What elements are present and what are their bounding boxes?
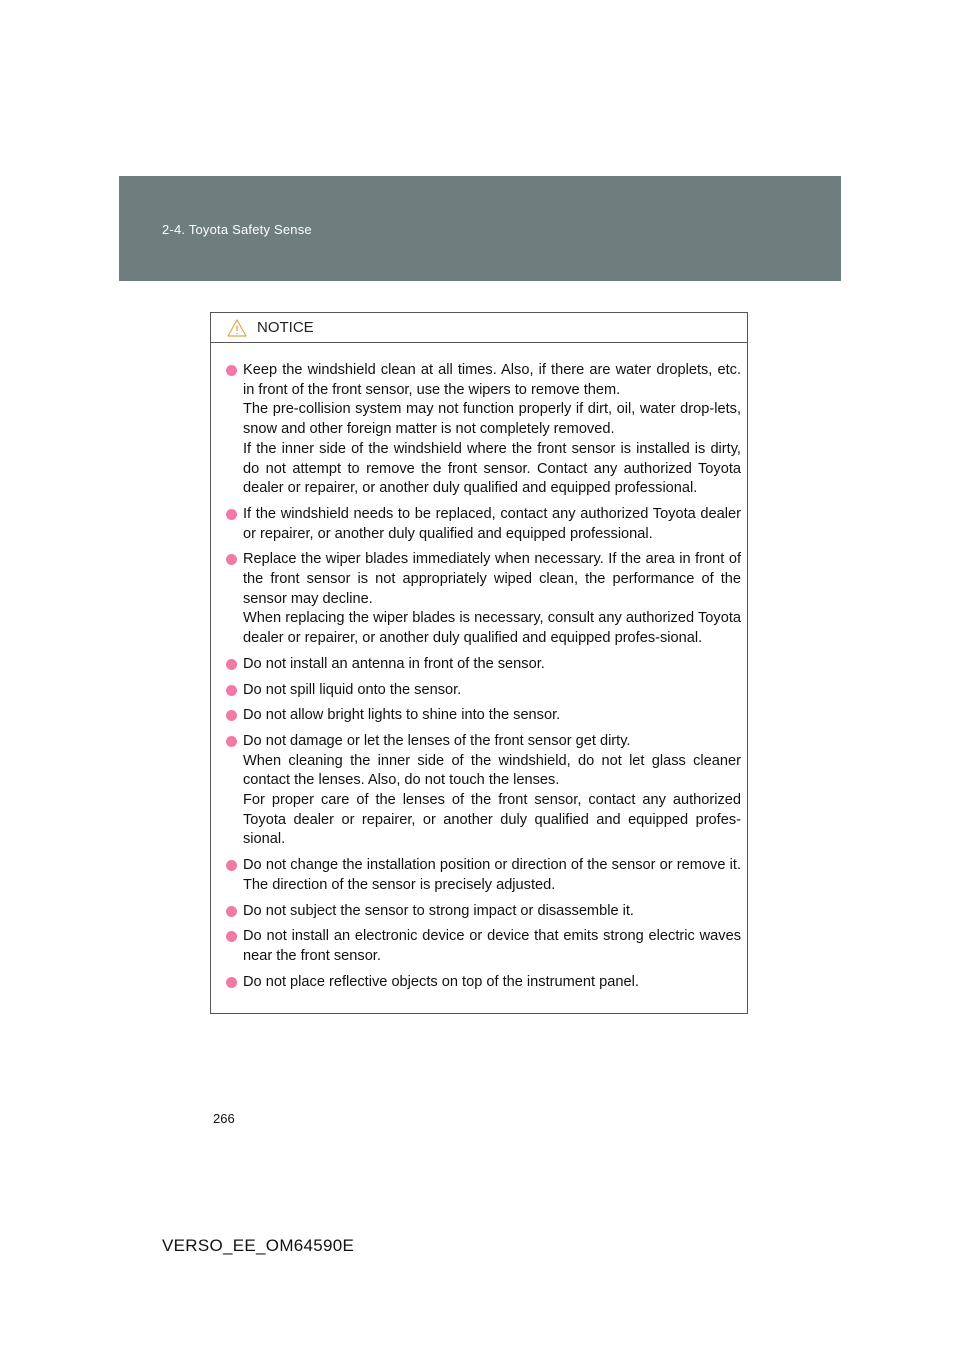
notice-paragraph: The pre-collision system may not function properly if dirt, oil, water drop-lets, snow and other foreign matter is not completely removed. <box>243 401 741 438</box>
notice-box <box>210 312 748 1014</box>
notice-paragraph: Do not change the installation position or direction of the sensor or remove it. The direction of the sensor is precisely adjusted. <box>243 857 741 893</box>
notice-paragraph: Replace the wiper blades immediately when necessary. If the area in front of the front sensor is not appropriately wiped clean, the performance of the sensor may decline. <box>243 551 741 607</box>
notice-item <box>243 973 741 993</box>
notice-title: NOTICE <box>257 319 314 336</box>
notice-item <box>243 706 741 726</box>
notice-body <box>211 343 747 992</box>
notice-item <box>243 681 741 701</box>
notice-item <box>243 902 741 922</box>
bullet-icon <box>226 736 237 747</box>
notice-paragraph: Do not allow bright lights to shine into the sensor. <box>243 707 561 724</box>
notice-item <box>243 856 741 895</box>
notice-item <box>243 505 741 544</box>
bullet-icon <box>226 977 237 988</box>
notice-item <box>243 732 741 850</box>
notice-paragraph: If the windshield needs to be replaced, contact any authorized Toyota dealer or repairer, or another duly qualified and equipped professional. <box>243 505 741 542</box>
notice-paragraph: When cleaning the inner side of the windshield, do not let glass cleaner contact the lenses. Also, do not touch the lenses. <box>243 752 741 789</box>
bullet-icon <box>226 685 237 696</box>
notice-paragraph: Do not spill liquid onto the sensor. <box>243 681 462 698</box>
notice-paragraph: Keep the windshield clean at all times. Also, if there are water droplets, etc. in front of the front sensor, use the wipers to remove them. <box>243 362 741 398</box>
document-code: VERSO_EE_OM64590E <box>162 1236 355 1255</box>
notice-item <box>243 550 741 649</box>
notice-paragraph: Do not subject the sensor to strong impact or disassemble it. <box>243 902 634 919</box>
bullet-icon <box>226 509 237 520</box>
notice-item <box>243 655 741 675</box>
warning-triangle-icon <box>227 319 247 337</box>
bullet-icon <box>226 710 237 721</box>
notice-header <box>211 313 747 343</box>
notice-paragraph: When replacing the wiper blades is necessary, consult any authorized Toyota dealer or repairer, or another duly qualified and equipped profes-sional. <box>243 610 741 647</box>
notice-paragraph: If the inner side of the windshield where the front sensor is installed is dirty, do not attempt to remove the front sensor. Contact any authorized Toyota dealer or repairer, or another duly qualified and equipped professional. <box>243 440 741 497</box>
bullet-icon <box>226 860 237 871</box>
notice-paragraph: Do not damage or let the lenses of the front sensor get dirty. <box>243 732 631 749</box>
page-number: 266 <box>213 1111 235 1126</box>
bullet-icon <box>226 906 237 917</box>
notice-item <box>243 927 741 966</box>
section-title: 2-4. Toyota Safety Sense <box>162 222 312 237</box>
notice-paragraph: For proper care of the lenses of the front sensor, contact any authorized Toyota dealer or repairer, or another duly qualified and equipped profes-sional. <box>243 792 741 848</box>
notice-paragraph: Do not install an electronic device or device that emits strong electric waves near the front sensor. <box>243 928 741 964</box>
bullet-icon <box>226 931 237 942</box>
bullet-icon <box>226 365 237 376</box>
notice-paragraph: Do not place reflective objects on top of the instrument panel. <box>243 973 639 990</box>
bullet-icon <box>226 659 237 670</box>
notice-paragraph: Do not install an antenna in front of the sensor. <box>243 655 545 672</box>
bullet-icon <box>226 554 237 565</box>
notice-item <box>243 361 741 499</box>
